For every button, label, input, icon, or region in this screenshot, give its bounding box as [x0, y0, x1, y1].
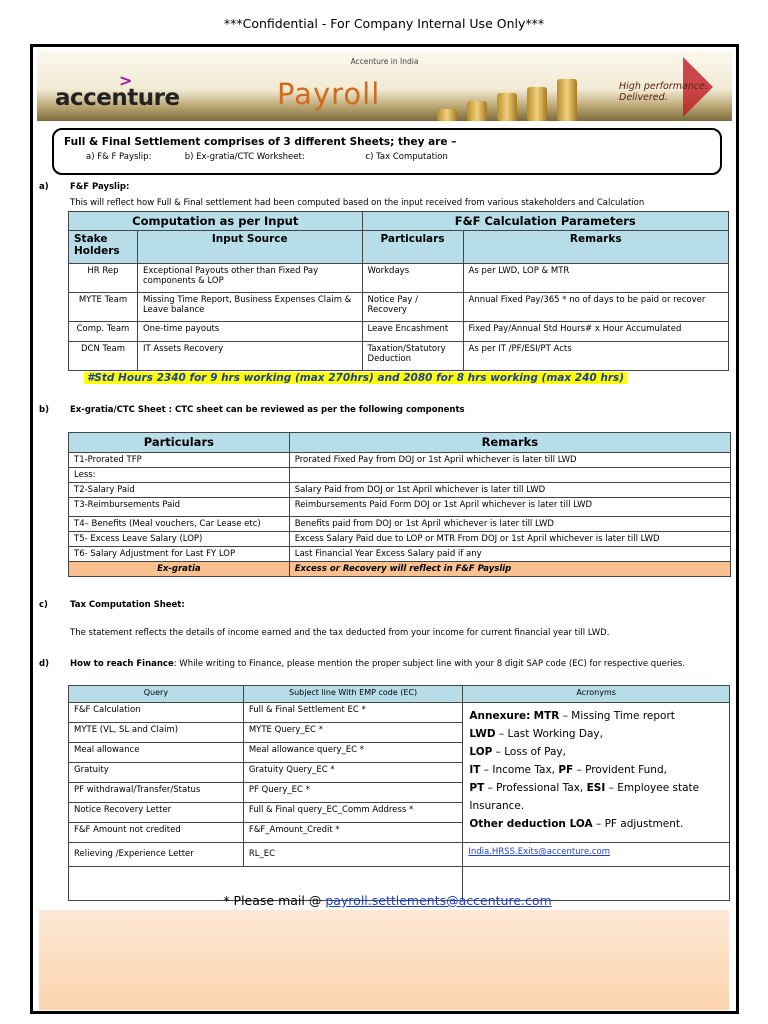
- cell-remarks: As per LWD, LOP & MTR: [463, 264, 729, 293]
- cell-subject: Full & Final query_EC_Comm Address *: [243, 803, 463, 823]
- cell-query: PF withdrawal/Transfer/Status: [69, 783, 244, 803]
- ex-gratia-row: [69, 562, 731, 577]
- section-d-title: How to reach Finance: [70, 659, 174, 669]
- section-d-letter: d): [39, 659, 49, 669]
- cell-subject: MYTE Query_EC *: [243, 723, 463, 743]
- acronym-key: MTR: [533, 710, 560, 722]
- section-b-letter: b): [39, 405, 49, 415]
- cell-remarks: Excess or Recovery will reflect in F&F Payslip: [289, 562, 730, 577]
- accenture-logo: accenture: [55, 85, 180, 111]
- cell-remarks: Prorated Fixed Pay from DOJ or 1st April whichever is later till LWD: [289, 453, 730, 468]
- section-a-letter: a): [39, 182, 49, 192]
- cell-input-source: One-time payouts: [137, 322, 362, 342]
- table-row: [69, 322, 729, 342]
- section-b-title: Ex-gratia/CTC Sheet : CTC sheet can be reviewed as per the following components: [70, 405, 465, 415]
- section-c-desc: The statement reflects the details of income earned and the tax deducted from your income for current financial year till LWD.: [70, 628, 610, 638]
- cell-subject: F&F_Amount_Credit *: [243, 823, 463, 843]
- cell-remarks: [289, 468, 730, 483]
- col-header: Particulars: [69, 433, 290, 453]
- acronym-key: LOP: [469, 746, 493, 758]
- acronym-value: – Provident Fund,: [573, 764, 667, 776]
- document-frame: [30, 44, 739, 1014]
- acronyms-cell: [463, 703, 730, 843]
- cell-subject: PF Query_EC *: [243, 783, 463, 803]
- cell-remarks: Excess Salary Paid due to LOP or MTR From DOJ or 1st April whichever is later till LWD: [289, 532, 730, 547]
- cell-particulars: Ex-gratia: [69, 562, 290, 577]
- cell-remarks: Reimbursements Paid Form DOJ or 1st April whichever is later till LWD: [289, 498, 730, 517]
- table-row: [69, 342, 729, 371]
- cell-query: F&F Amount not credited: [69, 823, 244, 843]
- acronym-key: IT: [469, 764, 481, 776]
- cell-query: Notice Recovery Letter: [69, 803, 244, 823]
- acronym-key: LWD: [469, 728, 496, 740]
- cell-particulars: Taxation/Statutory Deduction: [362, 342, 463, 371]
- cell-particulars: T2-Salary Paid: [69, 483, 290, 498]
- table-row: [69, 468, 731, 483]
- table-row: [69, 264, 729, 293]
- cell-query: F&F Calculation: [69, 703, 244, 723]
- acronym-value: – Loss of Pay,: [492, 746, 566, 758]
- cell-remarks: Salary Paid from DOJ or 1st April whichever is later till LWD: [289, 483, 730, 498]
- finance-query-table: [68, 685, 730, 901]
- section-d-intro: [70, 659, 740, 669]
- cell-particulars: T1-Prorated TFP: [69, 453, 290, 468]
- confidential-header: ***Confidential - For Company Internal Use Only***: [223, 16, 545, 31]
- cell-input-source: Exceptional Payouts other than Fixed Pay components & LOP: [137, 264, 362, 293]
- col-header: Remarks: [463, 231, 729, 264]
- cell-particulars: T5- Excess Leave Salary (LOP): [69, 532, 290, 547]
- acronym-key: PT: [469, 782, 485, 794]
- accenture-logo-mark-icon: >: [119, 71, 133, 90]
- acronym-value: – PF adjustment.: [592, 818, 684, 830]
- cell-remarks: Fixed Pay/Annual Std Hours# x Hour Accumulated: [463, 322, 729, 342]
- section-a-desc: This will reflect how Full & Final settlement had been computed based on the input received from various stakeholders and Calculation: [70, 198, 645, 208]
- cell-input-source: Missing Time Report, Business Expenses Claim & Leave balance: [137, 293, 362, 322]
- ex-gratia-table: [68, 432, 731, 577]
- col-header: Input Source: [137, 231, 362, 264]
- exits-email-text: India.HRSS.Exits@accenture.com: [468, 847, 611, 857]
- summary-box: [52, 128, 722, 175]
- col-header: Particulars: [362, 231, 463, 264]
- summary-item: c) Tax Computation: [365, 152, 448, 162]
- cell-particulars: T4– Benefits (Meal vouchers, Car Lease etc): [69, 517, 290, 532]
- cell-remarks: As per IT /PF/ESI/PT Acts: [463, 342, 729, 371]
- cell-input-source: IT Assets Recovery: [137, 342, 362, 371]
- coin-stacks-image: [427, 73, 597, 121]
- cell-subject: Gratuity Query_EC *: [243, 763, 463, 783]
- group-header-left: Computation as per Input: [69, 212, 363, 231]
- cell-subject: Full & Final Settlement EC *: [243, 703, 463, 723]
- cell-query: Relieving /Experience Letter: [69, 843, 244, 867]
- cell-particulars: T3-Reimbursements Paid: [69, 498, 290, 517]
- acronym-value: – Income Tax,: [480, 764, 559, 776]
- cell-stakeholder: MYTE Team: [69, 293, 138, 322]
- col-header: Query: [69, 686, 244, 703]
- acronym-value: – Missing Time report: [559, 710, 675, 722]
- banner-top-label: Accenture in India: [350, 57, 419, 66]
- acronym-value: – Professional Tax,: [484, 782, 587, 794]
- summary-items: [64, 152, 710, 162]
- table-row: [69, 547, 731, 562]
- payroll-email-link[interactable]: payroll.settlements@accenture.com: [325, 893, 552, 908]
- computation-table: [68, 211, 729, 371]
- cell-query: Gratuity: [69, 763, 244, 783]
- table-row: [69, 532, 731, 547]
- group-header-right: F&F Calculation Parameters: [362, 212, 728, 231]
- acronym-value: – Last Working Day,: [495, 728, 603, 740]
- summary-title: Full & Final Settlement comprises of 3 different Sheets; they are –: [64, 136, 457, 148]
- section-a-title: F&F Payslip:: [70, 182, 130, 192]
- exits-email-cell: [463, 843, 730, 867]
- section-c-title: Tax Computation Sheet:: [70, 600, 185, 610]
- cell-query: MYTE (VL, SL and Claim): [69, 723, 244, 743]
- section-d-desc: : While writing to Finance, please mention the proper subject line with your 8 digit SAP code (EC) for respective queries.: [173, 659, 686, 669]
- cell-particulars: Leave Encashment: [362, 322, 463, 342]
- table-row: [69, 498, 731, 517]
- acronym-value: – Employee state Insurance.: [469, 782, 700, 812]
- cell-stakeholder: Comp. Team: [69, 322, 138, 342]
- cell-remarks: Annual Fixed Pay/365 * no of days to be paid or recover: [463, 293, 729, 322]
- col-header: Stake Holders: [69, 231, 138, 264]
- cell-stakeholder: DCN Team: [69, 342, 138, 371]
- col-header: Acronyms: [463, 686, 730, 703]
- cell-particulars: T6- Salary Adjustment for Last FY LOP: [69, 547, 290, 562]
- cell-query: Meal allowance: [69, 743, 244, 763]
- table-row: [69, 483, 731, 498]
- cell-particulars: Less:: [69, 468, 290, 483]
- cell-particulars: Workdays: [362, 264, 463, 293]
- section-c-letter: c): [39, 600, 48, 610]
- table-row: [69, 453, 731, 468]
- acronym-key: PF: [558, 764, 574, 776]
- table-row: [69, 843, 730, 867]
- cell-remarks: Benefits paid from DOJ or 1st April whichever is later till LWD: [289, 517, 730, 532]
- summary-item: b) Ex-gratia/CTC Worksheet:: [184, 152, 305, 162]
- bottom-gradient-panel: [39, 910, 729, 1010]
- cell-particulars: Notice Pay / Recovery: [362, 293, 463, 322]
- cell-subject: Meal allowance query_EC *: [243, 743, 463, 763]
- mail-line: [33, 893, 742, 908]
- cell-remarks: Last Financial Year Excess Salary paid if any: [289, 547, 730, 562]
- acronym-key: ESI: [586, 782, 606, 794]
- acronym-key: Other deduction LOA: [469, 818, 593, 830]
- payroll-banner: [37, 51, 732, 121]
- table-row: [69, 293, 729, 322]
- cell-stakeholder: HR Rep: [69, 264, 138, 293]
- col-header: Remarks: [289, 433, 730, 453]
- exits-email-link[interactable]: [468, 847, 610, 857]
- std-hours-note: #Std Hours 2340 for 9 hrs working (max 270hrs) and 2080 for 8 hrs working (max 240 hrs): [84, 372, 627, 384]
- banner-tagline: High performance. Delivered.: [619, 81, 708, 103]
- table-row: [69, 517, 731, 532]
- mail-prefix: * Please mail @: [223, 893, 326, 908]
- table-row: [69, 703, 730, 723]
- summary-item: a) F& F Payslip:: [86, 152, 152, 162]
- cell-subject: RL_EC: [243, 843, 463, 867]
- banner-title: Payroll: [277, 77, 381, 111]
- annexure-label: Annexure:: [469, 710, 531, 722]
- col-header: Subject line With EMP code (EC): [243, 686, 463, 703]
